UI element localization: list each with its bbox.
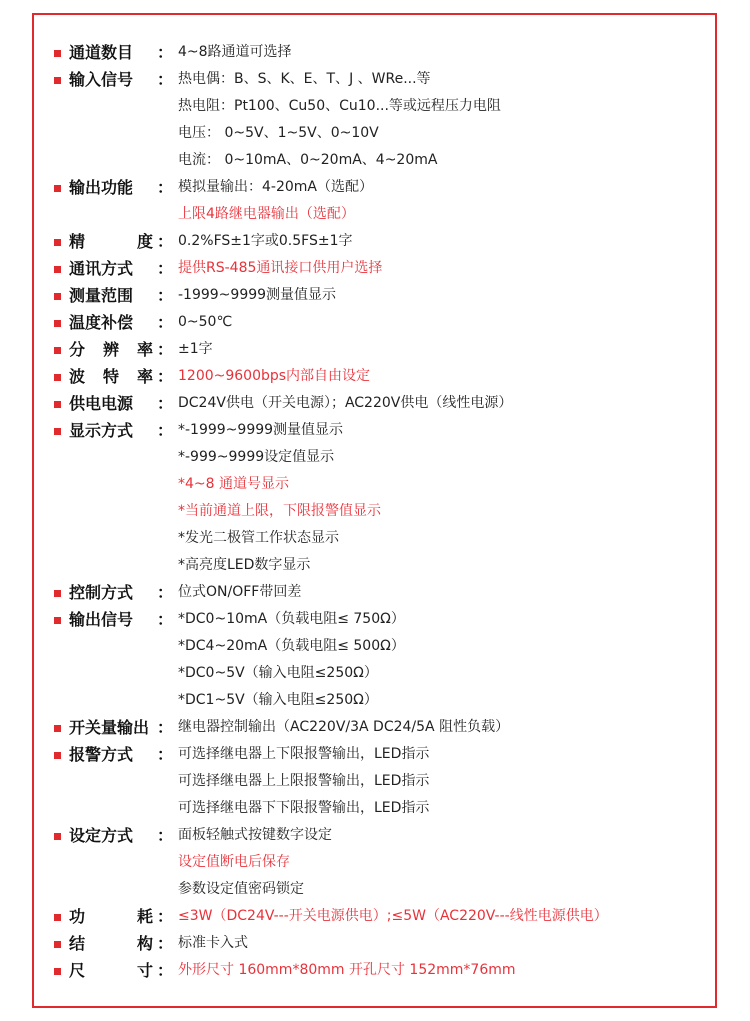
- spec-value: 外形尺寸 160mm*80mm 开孔尺寸 152mm*76mm: [178, 962, 516, 978]
- red-square-bullet-icon: [54, 239, 61, 246]
- spec-label: 尺 寸: [69, 961, 153, 980]
- spec-value: *高亮度LED数字显示: [178, 557, 311, 573]
- red-square-bullet-icon: [54, 347, 61, 354]
- spec-row: [0, 390, 750, 417]
- spec-value: *当前通道上限，下限报警值显示: [178, 503, 381, 519]
- spec-value: *发光二极管工作状态显示: [178, 530, 339, 546]
- spec-row: [0, 66, 750, 93]
- spec-label: 显示方式: [69, 421, 134, 440]
- spec-value: *DC1~5V（输入电阻≤250Ω）: [178, 692, 378, 708]
- spec-value: 位式ON/OFF带回差: [178, 584, 302, 600]
- spec-label-colon: ：: [157, 313, 174, 332]
- spec-value: *DC4~20mA（负载电阻≤ 500Ω）: [178, 638, 405, 654]
- red-square-bullet-icon: [54, 968, 61, 975]
- spec-label: 设定方式: [69, 826, 134, 845]
- spec-row-continuation: [0, 201, 750, 228]
- spec-value: 模拟量输出：4-20mA（选配）: [178, 179, 373, 195]
- spec-label-colon: ：: [157, 259, 174, 278]
- spec-label-colon: ：: [157, 826, 174, 845]
- spec-label: 供电电源: [69, 394, 134, 413]
- spec-value: 0.2%FS±1字或0.5FS±1字: [178, 233, 353, 249]
- red-square-bullet-icon: [54, 941, 61, 948]
- spec-label: 结 构: [69, 934, 153, 953]
- spec-row-continuation: [0, 93, 750, 120]
- spec-label-colon: ：: [157, 70, 174, 89]
- spec-value: 面板轻触式按键数字设定: [178, 827, 332, 843]
- spec-row-continuation: [0, 687, 750, 714]
- spec-value: 继电器控制输出（AC220V/3A DC24/5A 阻性负载）: [178, 719, 510, 735]
- spec-label: 报警方式: [69, 745, 134, 764]
- spec-label: 精 度: [69, 232, 153, 251]
- spec-row: [0, 579, 750, 606]
- spec-label-colon: ：: [157, 232, 174, 251]
- spec-row-continuation: [0, 633, 750, 660]
- spec-row: [0, 417, 750, 444]
- spec-value: 提供RS-485通讯接口供用户选择: [178, 260, 383, 276]
- spec-label-colon: ：: [157, 934, 174, 953]
- spec-label-colon: ：: [157, 178, 174, 197]
- spec-row-continuation: [0, 660, 750, 687]
- spec-row: [0, 282, 750, 309]
- spec-value: 4~8路通道可选择: [178, 44, 292, 60]
- red-square-bullet-icon: [54, 401, 61, 408]
- spec-label-colon: ：: [157, 961, 174, 980]
- red-square-bullet-icon: [54, 914, 61, 921]
- spec-label: 功 耗: [69, 907, 153, 926]
- spec-value: ±1字: [178, 341, 213, 357]
- red-square-bullet-icon: [54, 428, 61, 435]
- spec-label-colon: ：: [157, 907, 174, 926]
- spec-row-continuation: [0, 471, 750, 498]
- spec-row: [0, 903, 750, 930]
- spec-value: 1200~9600bps内部自由设定: [178, 368, 371, 384]
- red-square-bullet-icon: [54, 374, 61, 381]
- spec-label-colon: ：: [157, 394, 174, 413]
- spec-row: [0, 822, 750, 849]
- spec-label-colon: ：: [157, 286, 174, 305]
- red-square-bullet-icon: [54, 185, 61, 192]
- spec-label-colon: ：: [157, 367, 174, 386]
- spec-value: *-999~9999设定值显示: [178, 449, 335, 465]
- spec-row: [0, 714, 750, 741]
- spec-row: [0, 336, 750, 363]
- spec-value: *DC0~5V（输入电阻≤250Ω）: [178, 665, 378, 681]
- spec-row: [0, 39, 750, 66]
- spec-value: 电流： 0~10mA、0~20mA、4~20mA: [178, 152, 438, 168]
- spec-row: [0, 228, 750, 255]
- red-square-bullet-icon: [54, 77, 61, 84]
- red-square-bullet-icon: [54, 833, 61, 840]
- spec-value: 参数设定值密码锁定: [178, 881, 304, 897]
- spec-label: 控制方式: [69, 583, 134, 602]
- spec-value: ≤3W（DC24V---开关电源供电）;≤5W（AC220V---线性电源供电）: [178, 908, 608, 924]
- spec-row: [0, 363, 750, 390]
- spec-row: [0, 957, 750, 984]
- spec-label-colon: ：: [157, 583, 174, 602]
- spec-row-continuation: [0, 552, 750, 579]
- spec-row-continuation: [0, 444, 750, 471]
- spec-value: 可选择继电器上下限报警输出，LED指示: [178, 746, 430, 762]
- spec-row: [0, 741, 750, 768]
- spec-value: *DC0~10mA（负载电阻≤ 750Ω）: [178, 611, 405, 627]
- spec-list: [0, 39, 750, 984]
- spec-row-continuation: [0, 768, 750, 795]
- red-square-bullet-icon: [54, 320, 61, 327]
- spec-label: 波 特 率: [69, 367, 153, 386]
- spec-row-continuation: [0, 795, 750, 822]
- spec-value: 可选择继电器上上限报警输出，LED指示: [178, 773, 430, 789]
- spec-row-continuation: [0, 498, 750, 525]
- spec-label-colon: ：: [157, 718, 174, 737]
- spec-value: -1999~9999测量值显示: [178, 287, 337, 303]
- red-square-bullet-icon: [54, 725, 61, 732]
- spec-label: 输出功能: [69, 178, 134, 197]
- spec-label-colon: ：: [157, 340, 174, 359]
- spec-label: 测量范围: [69, 286, 134, 305]
- red-square-bullet-icon: [54, 617, 61, 624]
- spec-label-colon: ：: [157, 421, 174, 440]
- spec-value: 标准卡入式: [178, 935, 248, 951]
- spec-row: [0, 606, 750, 633]
- spec-label: 输入信号: [69, 70, 134, 89]
- spec-value: DC24V供电（开关电源）；AC220V供电（线性电源）: [178, 395, 513, 411]
- spec-label: 温度补偿: [69, 313, 134, 332]
- spec-row: [0, 930, 750, 957]
- spec-row-continuation: [0, 876, 750, 903]
- red-square-bullet-icon: [54, 266, 61, 273]
- spec-label: 分 辨 率: [69, 340, 153, 359]
- spec-value: 0~50℃: [178, 314, 233, 330]
- spec-value: 热电偶：B、S、K、E、T、J 、WRe...等: [178, 71, 431, 87]
- spec-label: 通道数目: [69, 43, 134, 62]
- spec-value: 可选择继电器下下限报警输出，LED指示: [178, 800, 430, 816]
- spec-label: 通讯方式: [69, 259, 134, 278]
- red-square-bullet-icon: [54, 50, 61, 57]
- spec-value: 上限4路继电器输出（选配）: [178, 206, 355, 222]
- spec-label-colon: ：: [157, 610, 174, 629]
- spec-row: [0, 174, 750, 201]
- spec-row-continuation: [0, 525, 750, 552]
- spec-row-continuation: [0, 849, 750, 876]
- spec-label-colon: ：: [157, 745, 174, 764]
- spec-value: *4~8 通道号显示: [178, 476, 289, 492]
- red-square-bullet-icon: [54, 293, 61, 300]
- red-square-bullet-icon: [54, 752, 61, 759]
- spec-value: 设定值断电后保存: [178, 854, 290, 870]
- spec-value: *-1999~9999测量值显示: [178, 422, 344, 438]
- spec-value: 电压： 0~5V、1~5V、0~10V: [178, 125, 379, 141]
- spec-value: 热电阻：Pt100、Cu50、Cu10...等或远程压力电阻: [178, 98, 501, 114]
- spec-label: 开关量输出: [69, 718, 150, 737]
- spec-row: [0, 309, 750, 336]
- spec-label: 输出信号: [69, 610, 134, 629]
- spec-row: [0, 255, 750, 282]
- spec-row-continuation: [0, 147, 750, 174]
- spec-row-continuation: [0, 120, 750, 147]
- spec-label-colon: ：: [157, 43, 174, 62]
- red-square-bullet-icon: [54, 590, 61, 597]
